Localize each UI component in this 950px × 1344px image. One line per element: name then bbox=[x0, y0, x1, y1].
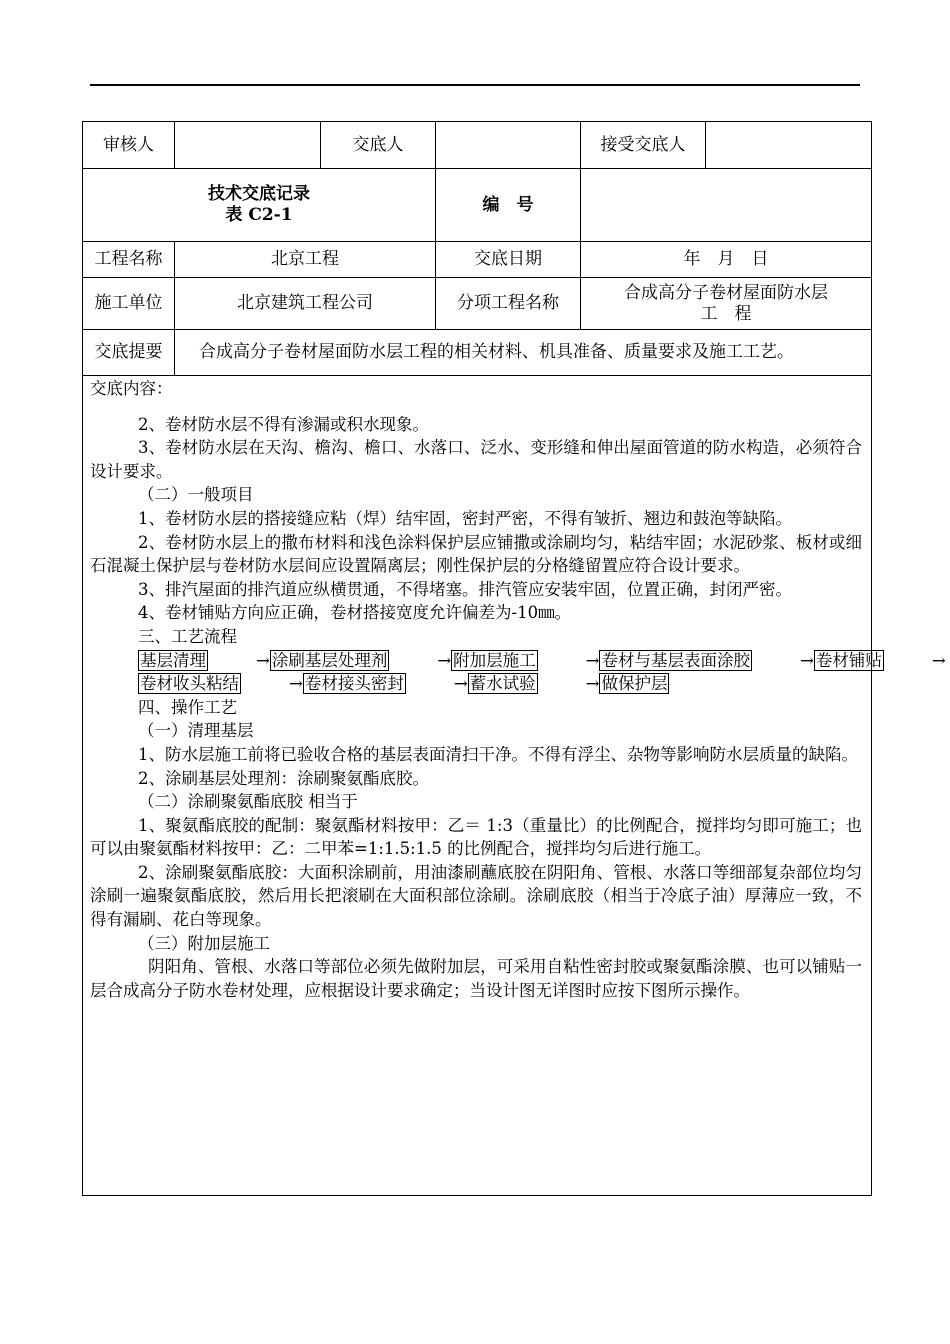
discloser-value bbox=[436, 122, 581, 169]
flow-step: 卷材收头粘结 bbox=[140, 674, 239, 694]
arrow-icon: → bbox=[585, 650, 600, 670]
arrow-icon: → bbox=[799, 650, 814, 670]
paragraph: 2、卷材防水层上的撒布材料和浅色涂料保护层应铺撒或涂刷均匀，粘结牢固；水泥砂浆、板材或细石混凝土保护层与卷材防水层间应设置隔离层；刚性保护层的分格缝留置应符合设计要求。 bbox=[90, 532, 862, 576]
disclosure-date-label: 交底日期 bbox=[436, 242, 581, 278]
summary-value: 合成高分子卷材屋面防水层工程的相关材料、机具准备、质量要求及施工工艺。 bbox=[175, 330, 872, 376]
paragraph: 3、排汽屋面的排汽道应纵横贯通，不得堵塞。排汽管应安装牢固，位置正确，封闭严密。 bbox=[138, 579, 792, 599]
record-title-cell bbox=[83, 169, 436, 242]
paragraph: 3、卷材防水层在天沟、檐沟、檐口、水落口、泛水、变形缝和伸出屋面管道的防水构造，必须符合设计要求。 bbox=[90, 438, 862, 481]
arrow-icon: → bbox=[931, 650, 946, 670]
spacer bbox=[90, 401, 862, 413]
section-heading: （二）一般项目 bbox=[138, 485, 254, 505]
arrow-icon: → bbox=[585, 674, 600, 694]
paragraph: 2、涂刷基层处理剂：涂刷聚氨酯底胶。 bbox=[138, 768, 429, 788]
paragraph: 4、卷材铺贴方向应正确，卷材搭接宽度允许偏差为-10㎜。 bbox=[138, 603, 572, 623]
section-heading: （一）清理基层 bbox=[138, 721, 254, 741]
record-form-number: 表 C2-1 bbox=[225, 205, 293, 225]
flow-step: 卷材铺贴 bbox=[815, 650, 882, 670]
subproject-value-line1: 合成高分子卷材屋面防水层 bbox=[624, 282, 828, 303]
reviewer-label: 审核人 bbox=[83, 122, 175, 169]
paragraph: 阴阳角、管根、水落口等部位必须先做附加层，可采用自粘性密封胶或聚氨酯涂膜、也可以铺贴一层合成高分子防水卷材处理，应根据设计要求确定；当设计图无详图时应按下图所示操作。 bbox=[90, 957, 862, 1000]
process-flow-row-2 bbox=[90, 672, 862, 696]
subproject-value bbox=[581, 278, 872, 330]
top-rule bbox=[90, 84, 860, 86]
flow-step: 蓄水试验 bbox=[469, 674, 536, 694]
section-heading: （三）附加层施工 bbox=[138, 933, 270, 953]
section-heading: 四、操作工艺 bbox=[138, 697, 237, 717]
discloser-label: 交底人 bbox=[321, 122, 436, 169]
number-label: 编 号 bbox=[436, 169, 581, 242]
flow-step: 做保护层 bbox=[601, 674, 668, 694]
disclosure-content bbox=[90, 377, 946, 1002]
arrow-icon: → bbox=[289, 674, 303, 694]
receiver-value bbox=[706, 122, 872, 169]
arrow-icon: → bbox=[256, 650, 270, 670]
paragraph: 1、防水层施工前将已验收合格的基层表面清扫干净。不得有浮尘、杂物等影响防水层质量的缺陷。 bbox=[138, 744, 858, 764]
process-flow-row-1 bbox=[90, 649, 946, 673]
flow-step: 卷材与基层表面涂胶 bbox=[601, 650, 750, 670]
record-title: 技术交底记录 bbox=[208, 184, 310, 204]
reviewer-value bbox=[175, 122, 321, 169]
project-name-label: 工程名称 bbox=[83, 242, 175, 278]
construction-unit-value: 北京建筑工程公司 bbox=[175, 278, 436, 330]
subproject-value-line2: 工 程 bbox=[700, 303, 752, 324]
section-heading: （二）涂刷聚氨酯底胶 相当于 bbox=[138, 792, 358, 812]
flow-step: 卷材接头密封 bbox=[304, 674, 404, 694]
paragraph: 2、卷材防水层不得有渗漏或积水现象。 bbox=[138, 414, 429, 434]
subproject-label: 分项工程名称 bbox=[436, 278, 581, 330]
paragraph: 2、涂刷聚氨酯底胶：大面积涂刷前，用油漆刷蘸底胶在阴阳角、管根、水落口等细部复杂部位均匀涂刷一遍聚氨酯底胶，然后用长把滚刷在大面积部位涂刷。涂刷底胶（相当于冷底子油）厚薄应一致，不得有漏刷、花白等现象。 bbox=[90, 862, 862, 930]
paragraph: 1、卷材防水层的搭接缝应粘（焊）结牢固，密封严密，不得有皱折、翘边和鼓泡等缺陷。 bbox=[138, 508, 792, 528]
section-heading: 三、工艺流程 bbox=[138, 626, 237, 646]
arrow-icon: → bbox=[453, 674, 468, 694]
project-name-value: 北京工程 bbox=[175, 242, 436, 278]
content-heading: 交底内容： bbox=[90, 379, 173, 398]
paragraph: 1、聚氨酯底胶的配制：聚氨酯材料按甲：乙＝ 1:3（重量比）的比例配合，搅拌均匀即可施工；也可以由聚氨酯材料按甲：乙：二甲苯=1:1.5:1.5 的比例配合，搅拌均匀后进行施工。 bbox=[90, 815, 862, 859]
flow-step: 基层清理 bbox=[140, 650, 206, 670]
arrow-icon: → bbox=[437, 650, 452, 670]
receiver-label: 接受交底人 bbox=[581, 122, 706, 169]
summary-label: 交底提要 bbox=[83, 330, 175, 376]
disclosure-date-value: 年 月 日 bbox=[581, 242, 872, 278]
number-value bbox=[581, 169, 872, 242]
flow-step: 附加层施工 bbox=[453, 650, 536, 670]
flow-step: 涂刷基层处理剂 bbox=[271, 650, 388, 670]
construction-unit-label: 施工单位 bbox=[83, 278, 175, 330]
